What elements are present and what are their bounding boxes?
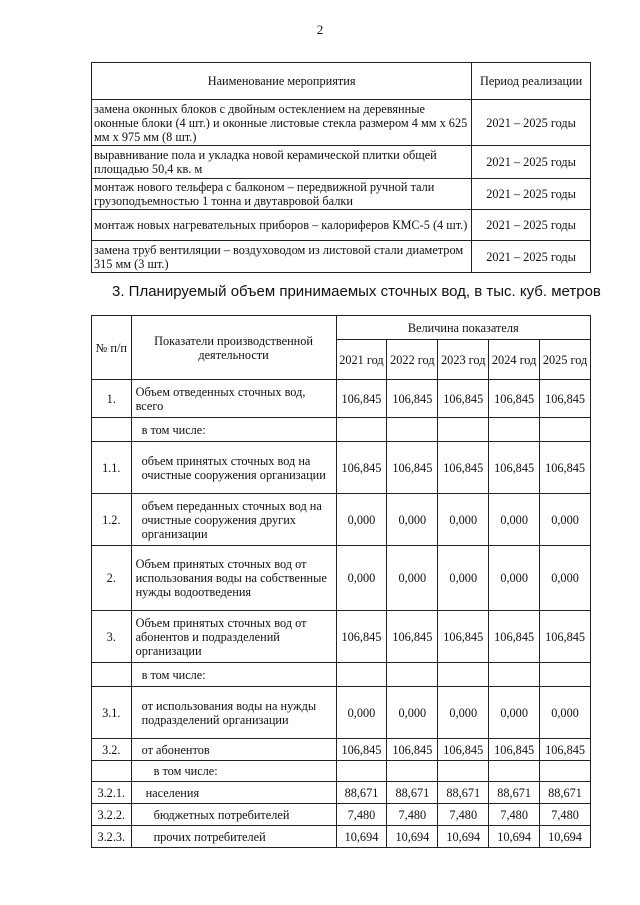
header-value: Величина показателя xyxy=(336,316,590,340)
table-row xyxy=(92,782,591,804)
table-row xyxy=(92,380,591,418)
header-num: № п/п xyxy=(92,316,132,380)
table-row xyxy=(92,546,591,611)
row-value: 7,480 xyxy=(489,804,540,826)
measure-name: замена оконных блоков с двойным остеклением на деревянные оконные блоки (4 шт.) и оконные листовые стекла размером 4 мм х 625 мм х 975 мм (8 шт.) xyxy=(92,100,472,146)
row-value xyxy=(489,663,540,687)
row-value: 88,671 xyxy=(540,782,591,804)
measure-period: 2021 – 2025 годы xyxy=(472,100,591,146)
row-value: 106,845 xyxy=(540,611,591,663)
table-row xyxy=(92,611,591,663)
row-value: 106,845 xyxy=(438,739,489,761)
row-label: бюджетных потребителей xyxy=(131,804,336,826)
row-value: 0,000 xyxy=(387,687,438,739)
measures-table xyxy=(91,62,591,273)
row-value: 0,000 xyxy=(438,546,489,611)
table-row xyxy=(92,179,591,210)
measure-period: 2021 – 2025 годы xyxy=(472,146,591,179)
row-value: 106,845 xyxy=(387,611,438,663)
table-row xyxy=(92,804,591,826)
page-number: 2 xyxy=(316,22,324,37)
measure-name: выравнивание пола и укладка новой керамической плитки общей площадью 50,4 кв. м xyxy=(92,146,472,179)
row-label: объем принятых сточных вод на очистные сооружения организации xyxy=(131,442,336,494)
row-value: 0,000 xyxy=(438,494,489,546)
row-value xyxy=(387,663,438,687)
row-value: 10,694 xyxy=(438,826,489,848)
year-header: 2021 год xyxy=(336,340,387,380)
row-value: 10,694 xyxy=(489,826,540,848)
row-value: 7,480 xyxy=(540,804,591,826)
row-value: 106,845 xyxy=(540,380,591,418)
measure-period: 2021 – 2025 годы xyxy=(472,241,591,273)
row-value xyxy=(540,761,591,782)
table-row xyxy=(92,494,591,546)
row-value: 106,845 xyxy=(387,380,438,418)
row-value: 106,845 xyxy=(489,739,540,761)
row-value xyxy=(540,663,591,687)
row-value: 106,845 xyxy=(387,739,438,761)
measures-header-period: Период реализации xyxy=(472,63,591,100)
row-value xyxy=(336,418,387,442)
row-value: 88,671 xyxy=(387,782,438,804)
row-value: 88,671 xyxy=(438,782,489,804)
row-value: 106,845 xyxy=(489,380,540,418)
table-row xyxy=(92,210,591,241)
table-row xyxy=(92,826,591,848)
table-row xyxy=(92,100,591,146)
row-label: Объем отведенных сточных вод, всего xyxy=(131,380,336,418)
row-value: 106,845 xyxy=(489,442,540,494)
row-number: 1.2. xyxy=(92,494,132,546)
row-value xyxy=(336,761,387,782)
row-number: 3.1. xyxy=(92,687,132,739)
year-header: 2025 год xyxy=(540,340,591,380)
row-value: 106,845 xyxy=(540,442,591,494)
row-value xyxy=(540,418,591,442)
row-value xyxy=(387,418,438,442)
row-label: прочих потребителей xyxy=(131,826,336,848)
volume-table xyxy=(91,315,591,848)
row-label: Объем принятых сточных вод от использования воды на собственные нужды водоотведения xyxy=(131,546,336,611)
row-label: от использования воды на нужды подразделений организации xyxy=(131,687,336,739)
section-title: 3. Планируемый объем принимаемых сточных вод, в тыс. куб. метров xyxy=(112,283,601,300)
row-label: населения xyxy=(131,782,336,804)
row-number: 1.1. xyxy=(92,442,132,494)
measures-header-name: Наименование мероприятия xyxy=(92,63,472,100)
row-number xyxy=(92,761,132,782)
row-value: 88,671 xyxy=(336,782,387,804)
row-value: 10,694 xyxy=(387,826,438,848)
measure-name: замена труб вентиляции – воздуховодом из листовой стали диаметром 315 мм (3 шт.) xyxy=(92,241,472,273)
row-number xyxy=(92,418,132,442)
row-value xyxy=(438,761,489,782)
table-row xyxy=(92,146,591,179)
row-value: 0,000 xyxy=(489,687,540,739)
row-number: 1. xyxy=(92,380,132,418)
row-value: 0,000 xyxy=(489,546,540,611)
header-indicators: Показатели производственной деятельности xyxy=(131,316,336,380)
row-number: 2. xyxy=(92,546,132,611)
row-value: 0,000 xyxy=(489,494,540,546)
row-value: 0,000 xyxy=(540,546,591,611)
row-value xyxy=(438,418,489,442)
row-value: 7,480 xyxy=(438,804,489,826)
table-row xyxy=(92,739,591,761)
table-row xyxy=(92,418,591,442)
row-value xyxy=(438,663,489,687)
row-value: 0,000 xyxy=(336,494,387,546)
row-label: в том числе: xyxy=(131,663,336,687)
row-number xyxy=(92,663,132,687)
table-row xyxy=(92,241,591,273)
measure-name: монтаж нового тельфера с балконом – передвижной ручной тали грузоподъемностью 1 тонна и двутавровой балки xyxy=(92,179,472,210)
row-value: 106,845 xyxy=(438,380,489,418)
row-value: 106,845 xyxy=(438,442,489,494)
row-value: 0,000 xyxy=(336,687,387,739)
measure-period: 2021 – 2025 годы xyxy=(472,210,591,241)
row-value: 106,845 xyxy=(387,442,438,494)
row-value: 0,000 xyxy=(540,687,591,739)
measure-name: монтаж новых нагревательных приборов – калориферов КМС-5 (4 шт.) xyxy=(92,210,472,241)
row-value: 88,671 xyxy=(489,782,540,804)
row-value: 0,000 xyxy=(387,494,438,546)
row-value: 106,845 xyxy=(438,611,489,663)
row-value: 0,000 xyxy=(438,687,489,739)
row-value: 0,000 xyxy=(387,546,438,611)
row-label: от абонентов xyxy=(131,739,336,761)
row-label: объем переданных сточных вод на очистные сооружения других организации xyxy=(131,494,336,546)
table-row xyxy=(92,761,591,782)
row-value: 106,845 xyxy=(540,739,591,761)
row-value: 106,845 xyxy=(336,380,387,418)
row-value: 10,694 xyxy=(336,826,387,848)
row-value: 7,480 xyxy=(336,804,387,826)
year-header: 2023 год xyxy=(438,340,489,380)
row-label: Объем принятых сточных вод от абонентов и подразделений организации xyxy=(131,611,336,663)
row-value: 106,845 xyxy=(336,611,387,663)
row-value xyxy=(387,761,438,782)
row-label: в том числе: xyxy=(131,418,336,442)
year-header: 2022 год xyxy=(387,340,438,380)
row-value: 0,000 xyxy=(336,546,387,611)
table-row xyxy=(92,687,591,739)
row-number: 3. xyxy=(92,611,132,663)
row-value: 106,845 xyxy=(336,442,387,494)
row-value xyxy=(489,761,540,782)
table-row xyxy=(92,442,591,494)
row-value xyxy=(336,663,387,687)
row-value: 106,845 xyxy=(336,739,387,761)
row-number: 3.2.2. xyxy=(92,804,132,826)
row-value: 0,000 xyxy=(540,494,591,546)
row-label: в том числе: xyxy=(131,761,336,782)
measure-period: 2021 – 2025 годы xyxy=(472,179,591,210)
row-number: 3.2.1. xyxy=(92,782,132,804)
row-value: 106,845 xyxy=(489,611,540,663)
year-header: 2024 год xyxy=(489,340,540,380)
row-value xyxy=(489,418,540,442)
row-number: 3.2. xyxy=(92,739,132,761)
row-value: 10,694 xyxy=(540,826,591,848)
table-row xyxy=(92,663,591,687)
row-number: 3.2.3. xyxy=(92,826,132,848)
row-value: 7,480 xyxy=(387,804,438,826)
